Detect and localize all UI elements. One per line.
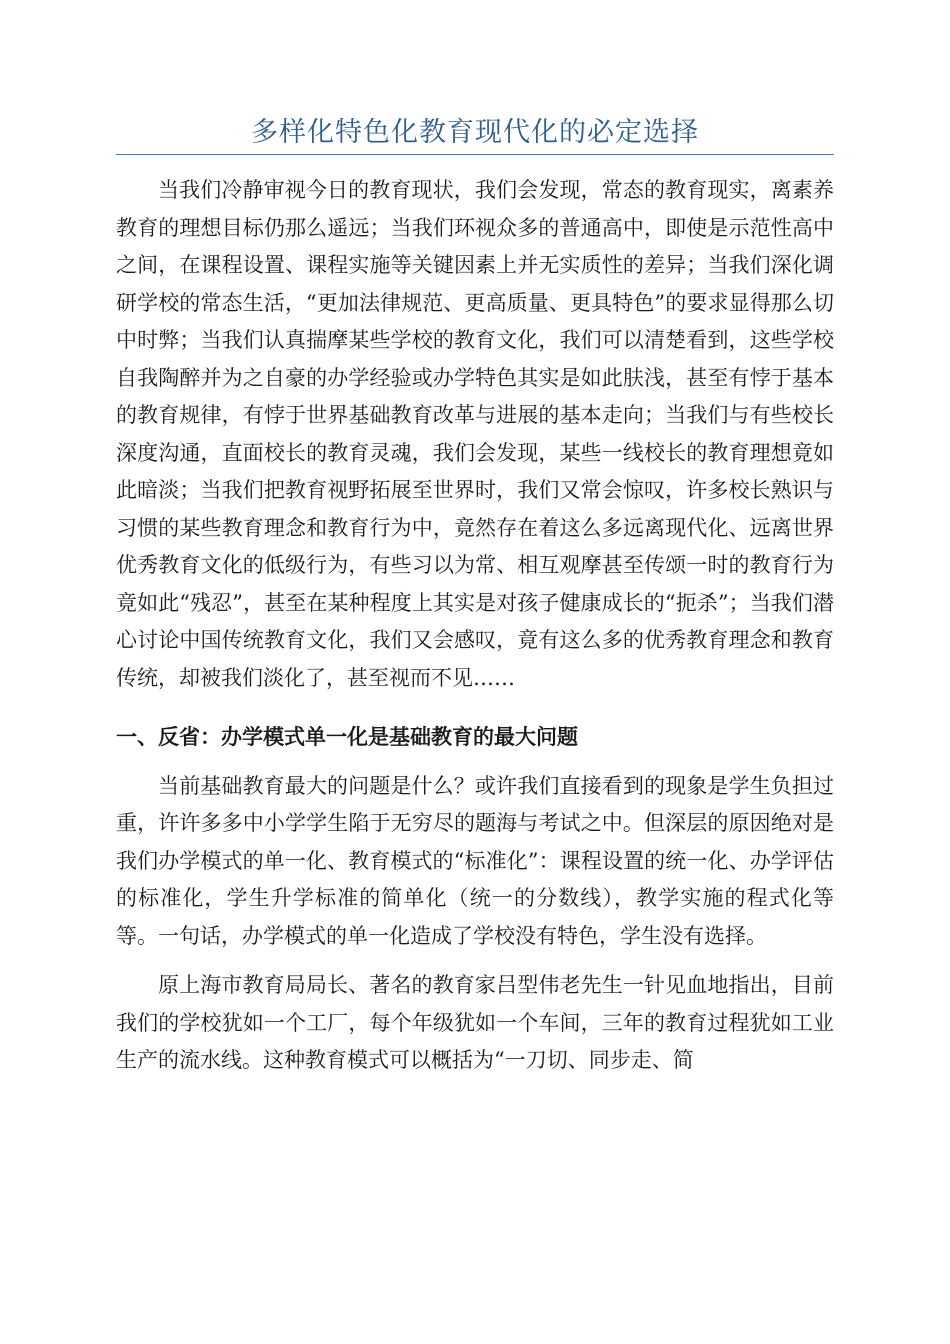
section-heading: 一、反省：办学模式单一化是基础教育的最大问题 bbox=[116, 724, 578, 749]
section-paragraph: 当前基础教育最大的问题是什么？或许我们直接看到的现象是学生负担过重，许许多多中小学学生陷于无穷尽的题海与考试之中。但深层的原因绝对是我们办学模式的单一化、教育模式的“标准化”：课程设置的统一化、办学评估的标准化，学生升学标准的简单化（统一的分数线），教学实施的程式化等等。一句话，办学模式的单一化造成了学校没有特色，学生没有选择。 bbox=[116, 773, 834, 948]
document-title: 多样化特色化教育现代化的必定选择 bbox=[251, 117, 699, 148]
title-underline bbox=[116, 154, 834, 155]
document-body bbox=[116, 172, 834, 1080]
section-paragraph: 原上海市教育局局长、著名的教育家吕型伟老先生一针见血地指出，目前我们的学校犹如一个工厂，每个年级犹如一个车间，三年的教育过程犹如工业生产的流水线。这种教育模式可以概括为“一刀切、同步走、简 bbox=[116, 973, 834, 1072]
intro-paragraph: 当我们冷静审视今日的教育现状，我们会发现，常态的教育现实，离素养教育的理想目标仍那么遥远；当我们环视众多的普通高中，即使是示范性高中之间，在课程设置、课程实施等关键因素上并无实质性的差异；当我们深化调研学校的常态生活，“更加法律规范、更高质量、更具特色”的要求显得那么切中时弊；当我们认真揣摩某些学校的教育文化，我们可以清楚看到，这些学校自我陶醉并为之自豪的办学经验或办学特色其实是如此肤浅，甚至有悖于基本的教育规律，有悖于世界基础教育改革与进展的基本走向；当我们与有些校长深度沟通，直面校长的教育灵魂，我们会发现，某些一线校长的教育理想竟如此暗淡；当我们把教育视野拓展至世界时，我们又常会惊叹，许多校长熟识与习惯的某些教育理念和教育行为中，竟然存在着这么多远离现代化、远离世界优秀教育文化的低级行为，有些习以为常、相互观摩甚至传颂一时的教育行为竟如此“残忍”，甚至在某种程度上其实是对孩子健康成长的“扼杀”；当我们潜心讨论中国传统教育文化，我们又会感叹，竟有这么多的优秀教育理念和教育传统，却被我们淡化了，甚至视而不见…… bbox=[116, 178, 834, 690]
